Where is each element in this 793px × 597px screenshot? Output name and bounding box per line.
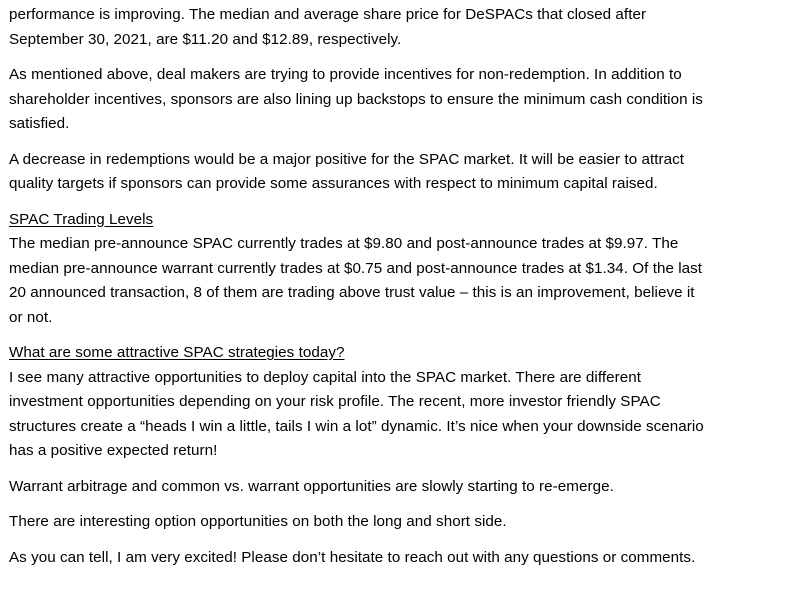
text-line: There are interesting option opportunities on both the long and short side. bbox=[9, 513, 507, 530]
text-line: satisfied. bbox=[9, 115, 70, 132]
text-line: As mentioned above, deal makers are trying to provide incentives for non-redemption. In addition to bbox=[9, 66, 682, 83]
paragraph-warrant-arbitrage bbox=[9, 475, 791, 500]
text-line: The median pre-announce SPAC currently trades at $9.80 and post-announce trades at $9.97. The bbox=[9, 235, 679, 252]
text-line: performance is improving. The median and average share price for DeSPACs that closed after bbox=[9, 6, 647, 23]
paragraph-incentives bbox=[9, 63, 791, 137]
paragraph-option-opportunities bbox=[9, 510, 791, 535]
text-line: structures create a “heads I win a little, tails I win a lot” dynamic. It’s nice when your downside scenario bbox=[9, 417, 704, 435]
paragraph-redemptions bbox=[9, 148, 791, 197]
section-heading-trading-levels: SPAC Trading Levels bbox=[9, 210, 154, 228]
document-body bbox=[9, 3, 791, 570]
paragraph-share-price bbox=[9, 3, 791, 52]
text-line: As you can tell, I am very excited! Please don’t hesitate to reach out with any questions or comments. bbox=[9, 548, 696, 566]
section-trading-levels bbox=[9, 208, 791, 331]
text-line: 20 announced transaction, 8 of them are trading above trust value – this is an improvement, believe it bbox=[9, 284, 695, 301]
text-line: median pre-announce warrant currently trades at $0.75 and post-announce trades at $1.34. Of the last bbox=[9, 259, 703, 277]
section-strategies bbox=[9, 341, 791, 464]
text-line: A decrease in redemptions would be a major positive for the SPAC market. It will be easier to attract bbox=[9, 150, 685, 168]
text-line: shareholder incentives, sponsors are also lining up backstops to ensure the minimum cash condition is bbox=[9, 90, 703, 108]
text-line: Warrant arbitrage and common vs. warrant opportunities are slowly starting to re-emerge. bbox=[9, 477, 614, 495]
text-line: investment opportunities depending on your risk profile. The recent, more investor friendly SPAC bbox=[9, 393, 661, 410]
section-heading-strategies: What are some attractive SPAC strategies today? bbox=[9, 344, 345, 361]
text-line: I see many attractive opportunities to deploy capital into the SPAC market. There are different bbox=[9, 368, 641, 386]
text-line: has a positive expected return! bbox=[9, 442, 218, 459]
paragraph-closing bbox=[9, 546, 791, 571]
text-line: September 30, 2021, are $11.20 and $12.89, respectively. bbox=[9, 30, 402, 48]
text-line: or not. bbox=[9, 308, 53, 326]
text-line: quality targets if sponsors can provide some assurances with respect to minimum capital raised. bbox=[9, 175, 658, 192]
